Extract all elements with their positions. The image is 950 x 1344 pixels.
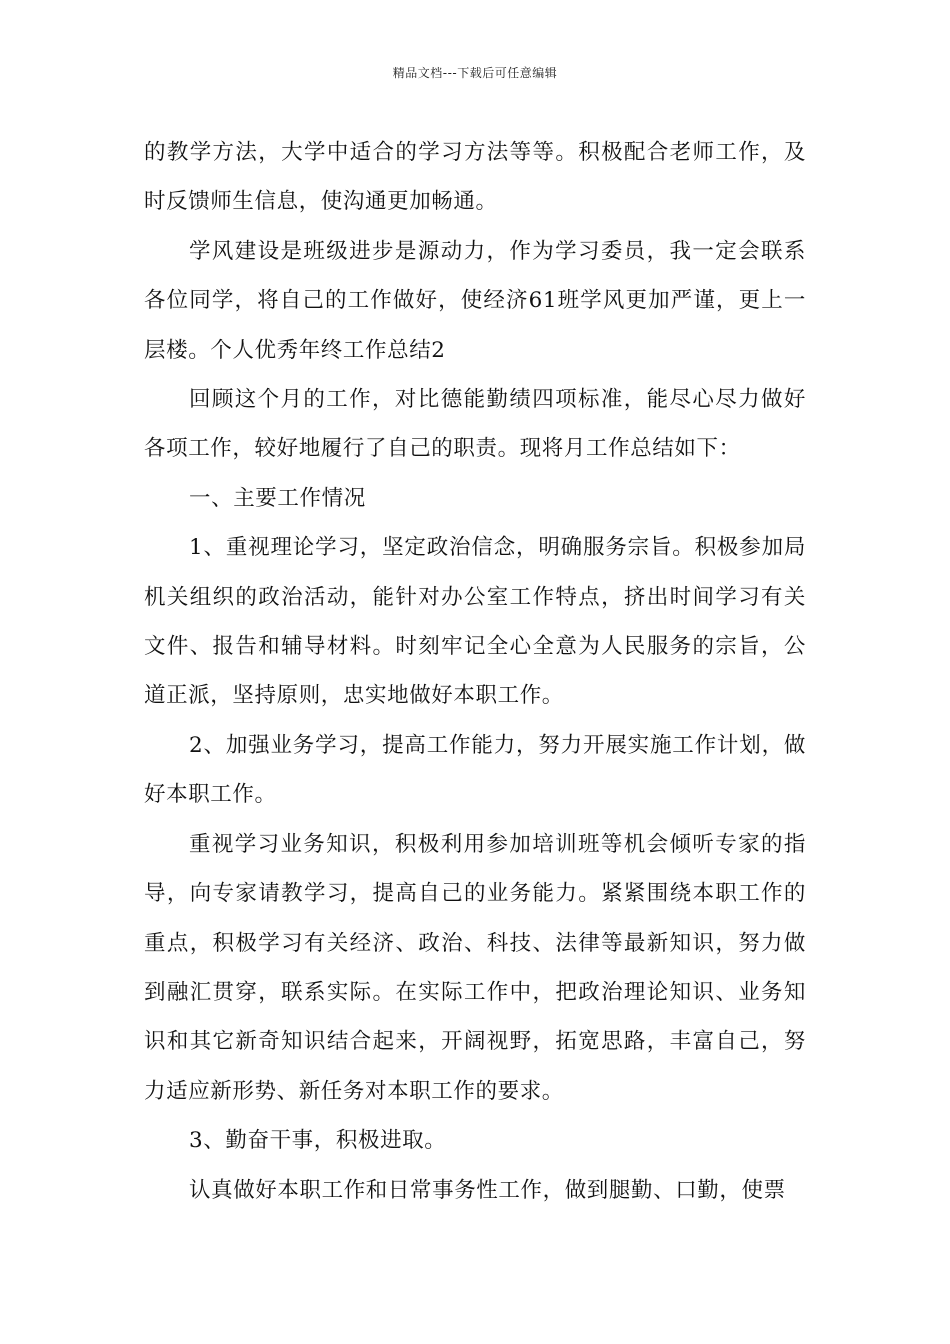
- paragraph: 学风建设是班级进步是源动力，作为学习委员，我一定会联系各位同学，将自己的工作做好，使经济61班学风更加严谨，更上一层楼。个人优秀年终工作总结2: [144, 238, 806, 363]
- page-header: 精品文档---下载后可任意编辑: [392, 66, 558, 80]
- paragraph: 3、勤奋干事，积极进取。: [189, 1128, 447, 1154]
- paragraph: 重视学习业务知识，积极利用参加培训班等机会倾听专家的指导，向专家请教学习，提高自己的业务能力。紧紧围绕本职工作的重点，积极学习有关经济、政治、科技、法律等最新知识，努力做到融汇贯穿，联系实际。在实际工作中，把政治理论知识、业务知识和其它新奇知识结合起来，开阔视野，拓宽思路，丰富自己，努力适应新形势、新任务对本职工作的要求。: [144, 831, 806, 1104]
- paragraph: 的教学方法，大学中适合的学习方法等等。积极配合老师工作，及时反馈师生信息，使沟通更加畅通。: [144, 140, 806, 215]
- paragraph: 2、加强业务学习，提高工作能力，努力开展实施工作计划，做好本职工作。: [144, 732, 806, 808]
- document-body: [144, 128, 806, 1215]
- section-heading: 一、主要工作情况: [189, 485, 366, 511]
- paragraph: 认真做好本职工作和日常事务性工作，做到腿勤、口勤，使票: [189, 1177, 786, 1203]
- paragraph: 1、重视理论学习，坚定政治信念，明确服务宗旨。积极参加局机关组织的政治活动，能针对办公室工作特点，挤出时间学习有关文件、报告和辅导材料。时刻牢记全心全意为人民服务的宗旨，公道正派，坚持原则，忠实地做好本职工作。: [144, 535, 806, 709]
- paragraph: 回顾这个月的工作，对比德能勤绩四项标准，能尽心尽力做好各项工作，较好地履行了自己的职责。现将月工作总结如下：: [144, 387, 806, 462]
